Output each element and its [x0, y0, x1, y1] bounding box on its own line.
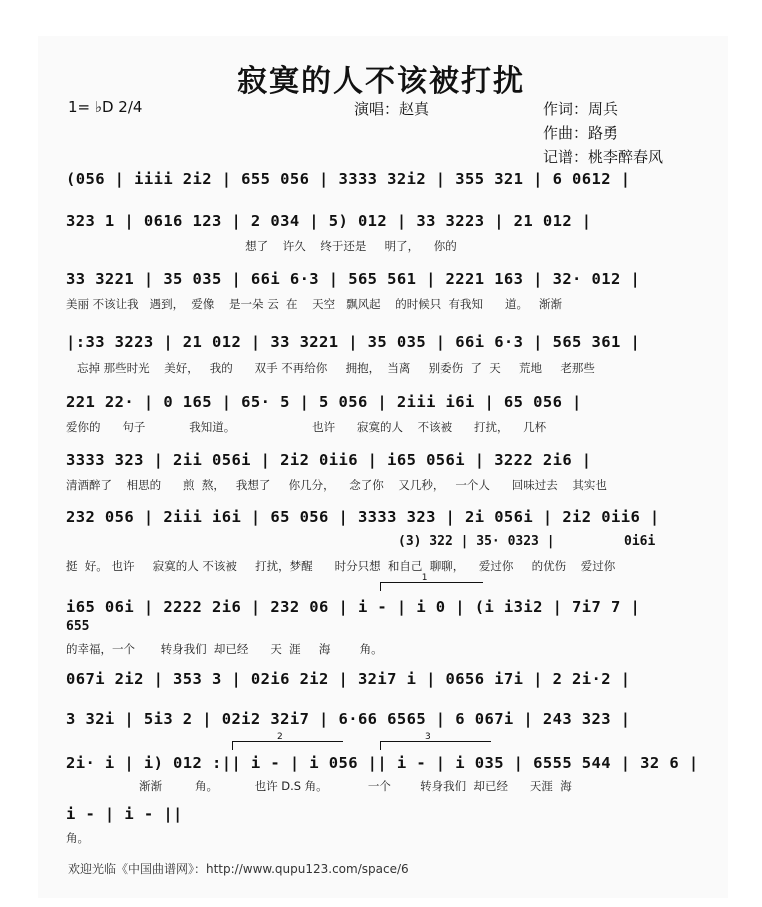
volta-number: 3 [425, 732, 431, 742]
notation-line: (056 | iiii 2i2 | 655 056 | 3333 32i2 | 355 321 | 6 0612 | [66, 170, 631, 188]
notation-line: 3 32i | 5i3 2 | 02i2 32i7 | 6·66 6565 | 6 067i | 243 323 | [66, 710, 631, 728]
volta-bracket [232, 732, 343, 750]
lyric-line: 想了 许久 终于还是 明了， 你的 [66, 239, 457, 253]
volta-bracket [380, 732, 491, 750]
lyricist-credit: 作词：周兵 [543, 100, 619, 118]
alternate-notation-end: 0i6i [624, 534, 656, 549]
lyric-line: 美丽 不该让我 遇到， 爱像 是一朵 云 在 天空 飘风起 的时候只 有我知 道。 渐渐 [66, 297, 562, 311]
alternate-notation: 655 [66, 619, 90, 634]
lyric-line: 忘掉 那些时光 美好， 我的 双手 不再给你 拥抱， 当离 别委伤 了 天 荒地 老那些 [66, 361, 595, 375]
score-title: 寂寞的人不该被打扰 [237, 64, 525, 99]
notation-line: i - | i - || [66, 805, 183, 823]
composer-credit: 作曲：路勇 [543, 124, 619, 142]
notation-line: |:33 3223 | 21 012 | 33 3221 | 35 035 | 66i 6·3 | 565 361 | [66, 333, 641, 351]
key-signature: 1= ♭D 2/4 [68, 98, 143, 116]
lyric-line: 爱你的 句子 我知道。 也许 寂寞的人 不该被 打扰， 几杯 [66, 420, 547, 434]
lyric-line: 角。 [66, 831, 89, 845]
notation-line: 323 1 | 0616 123 | 2 034 | 5) 012 | 33 3223 | 21 012 | [66, 212, 592, 230]
lyric-line: 渐渐 角。 也许 D.S 角。 一个 转身我们 却已经 天涯 海 [66, 779, 572, 793]
notation-line: 33 3221 | 35 035 | 66i 6·3 | 565 561 | 2221 163 | 32· 012 | [66, 270, 641, 288]
notation-line: 221 22· | 0 165 | 65· 5 | 5 056 | 2iii i6i | 65 056 | [66, 393, 582, 411]
notation-line: 2i· i | i) 012 :|| i - | i 056 || i - | i 035 | 6555 544 | 32 6 | [66, 754, 699, 772]
lyric-line: 的幸福，一个 转身我们 却已经 天 涯 海 角。 [66, 642, 383, 656]
lyric-line: 挺 好。 也许 寂寞的人 不该被 打扰，梦醒 时分只想 和自己 聊聊， 爱过你 的优伤 爱过你 [66, 559, 616, 573]
notation-line: 067i 2i2 | 353 3 | 02i6 2i2 | 32i7 i | 0656 i7i | 2 2i·2 | [66, 670, 631, 688]
volta-bracket [380, 573, 483, 591]
notation-line: 232 056 | 2iii i6i | 65 056 | 3333 323 | 2i 056i | 2i2 0ii6 | [66, 508, 660, 526]
notation-line: i65 06i | 2222 2i6 | 232 06 | i - | i 0 | (i i3i2 | 7i7 7 | [66, 598, 641, 616]
notation-line: 3333 323 | 2ii 056i | 2i2 0ii6 | i65 056i | 3222 2i6 | [66, 451, 592, 469]
singer-credit: 演唱：赵真 [354, 100, 430, 118]
lyric-line: 清酒醉了 相思的 煎 熬， 我想了 你几分， 念了你 又几秒， 一个人 回味过去 其实也 [66, 478, 607, 492]
alternate-notation: (3) 322 | 35· 0323 | [398, 534, 555, 549]
volta-number: 1 [421, 573, 428, 583]
transcriber-credit: 记谱：桃李醉春风 [543, 148, 664, 166]
volta-number: 2 [277, 732, 283, 742]
footer-source: 欢迎光临《中国曲谱网》：http://www.qupu123.com/space/6 [68, 862, 409, 876]
